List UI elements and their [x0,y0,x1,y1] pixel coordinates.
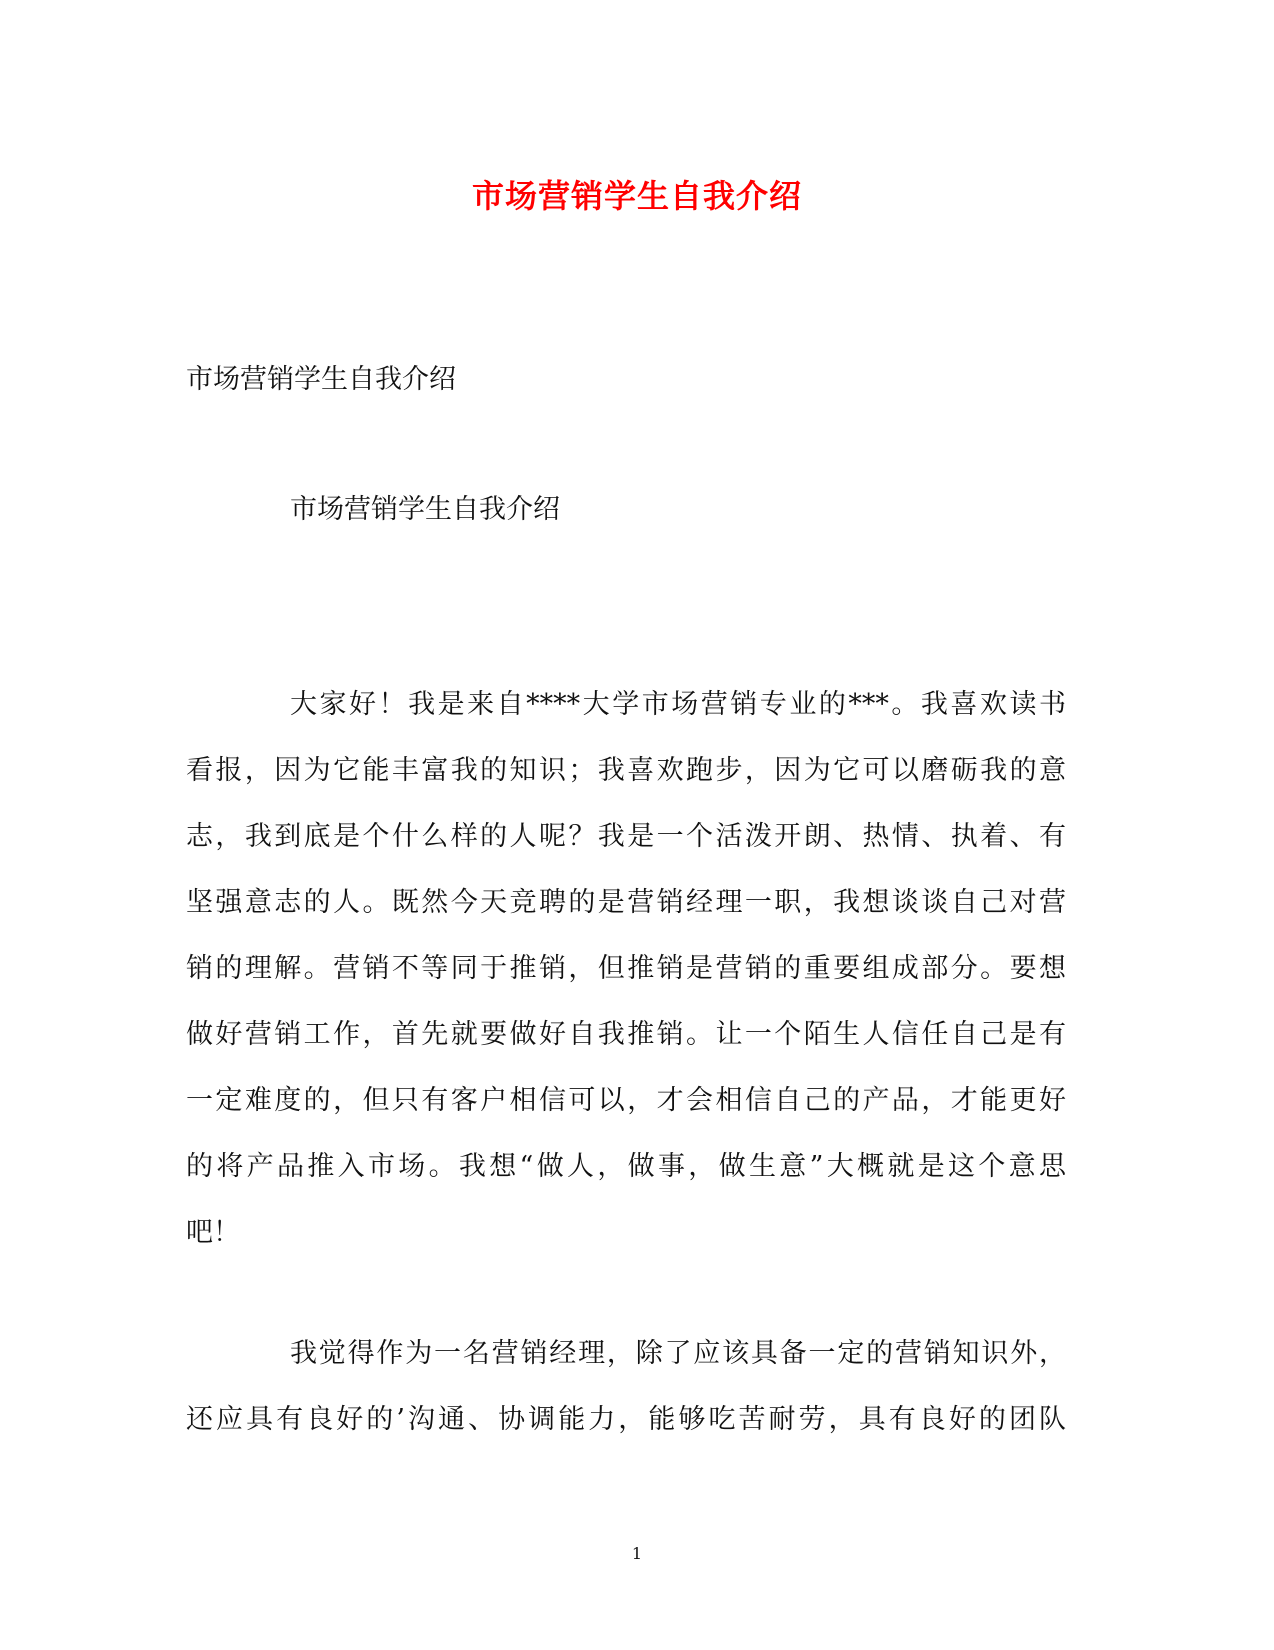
paragraph-line: 一定难度的，但只有客户相信可以，才会相信自己的产品，才能更好 [186,1085,1066,1116]
paragraph-line: 志，我到底是个什么样的人呢？我是一个活泼开朗、热情、执着、有 [186,821,1066,852]
paragraph-line: 还应具有良好的’沟通、协调能力，能够吃苦耐劳，具有良好的团队 [186,1404,1066,1435]
paragraph-line: 做好营销工作，首先就要做好自我推销。让一个陌生人信任自己是有 [186,1019,1066,1050]
document-title: 市场营销学生自我介绍 [471,177,802,215]
paragraph-line: 坚强意志的人。既然今天竞聘的是营销经理一职，我想谈谈自己对营 [186,887,1066,918]
paragraph-line: 销的理解。营销不等同于推销，但推销是营销的重要组成部分。要想 [186,953,1066,984]
paragraph-line: 看报，因为它能丰富我的知识；我喜欢跑步，因为它可以磨砺我的意 [186,755,1066,786]
paragraph-introduction [186,672,1066,1266]
paragraph-line: 吧！ [186,1217,240,1248]
paragraph-manager-qualities [186,1321,1066,1453]
page-number: 1 [631,1544,643,1563]
section-heading-indented: 市场营销学生自我介绍 [290,494,560,525]
paragraph-line: 大家好！我是来自****大学市场营销专业的***。我喜欢读书 [290,689,1066,720]
paragraph-line: 的将产品推入市场。我想“做人，做事，做生意”大概就是这个意思 [186,1151,1066,1182]
paragraph-line: 我觉得作为一名营销经理，除了应该具备一定的营销知识外， [290,1338,1066,1369]
section-heading: 市场营销学生自我介绍 [186,364,456,395]
